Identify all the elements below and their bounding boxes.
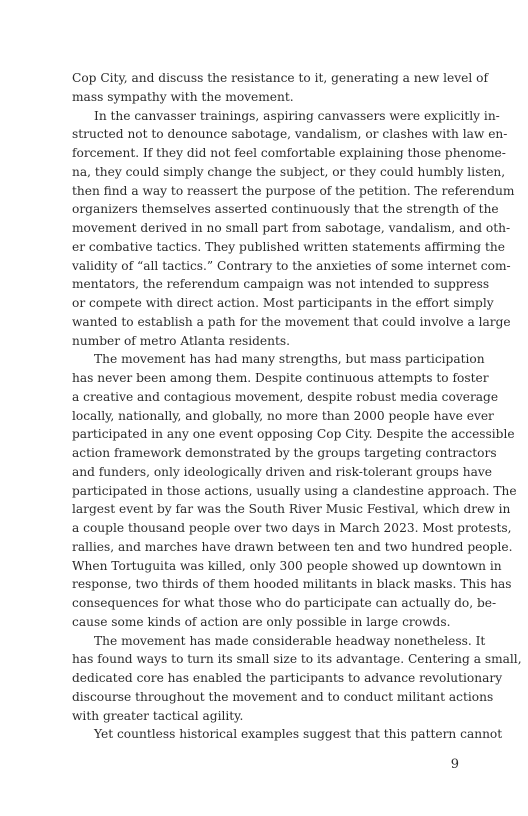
text-line: mentators, the referendum campaign was not intended to suppress bbox=[72, 277, 490, 292]
text-line: response, two thirds of them hooded militants in black masks. This has bbox=[72, 577, 512, 592]
paragraph bbox=[72, 69, 488, 107]
text-line: er combative tactics. They published written statements affirming the bbox=[72, 239, 505, 254]
text-line: mass sympathy with the movement. bbox=[72, 89, 294, 104]
page-body bbox=[72, 69, 522, 744]
text-line: Yet countless historical examples suggest that this pattern cannot bbox=[94, 727, 503, 742]
text-line: The movement has had many strengths, but mass participation bbox=[94, 352, 485, 367]
text-line: na, they could simply change the subject, or they could humbly listen, bbox=[72, 164, 506, 179]
text-line: participated in any one event opposing Cop City. Despite the accessible bbox=[72, 427, 515, 442]
paragraph bbox=[72, 632, 522, 726]
text-line: participated in those actions, usually using a clandestine approach. The bbox=[72, 483, 517, 498]
text-line: dedicated core has enabled the participants to advance revolutionary bbox=[72, 671, 503, 685]
page-number: 9 bbox=[450, 757, 459, 772]
text-line: action framework demonstrated by the groups targeting contractors bbox=[72, 446, 497, 460]
paragraph bbox=[72, 107, 515, 351]
paragraph bbox=[72, 350, 517, 631]
text-line: locally, nationally, and globally, no more than 2000 people have ever bbox=[72, 408, 494, 423]
paragraph bbox=[72, 725, 503, 744]
text-line: has never been among them. Despite continuous attempts to foster bbox=[72, 371, 489, 385]
text-line: and funders, only ideologically driven and risk-tolerant groups have bbox=[72, 464, 492, 479]
text-line: then find a way to reassert the purpose of the petition. The referendum bbox=[72, 183, 515, 198]
text-line: consequences for what those who do participate can actually do, be- bbox=[72, 596, 497, 610]
text-line: wanted to establish a path for the movement that could involve a large bbox=[72, 314, 511, 329]
text-line: validity of “all tactics.” Contrary to the anxieties of some internet com- bbox=[72, 258, 511, 273]
text-line: discourse throughout the movement and to conduct militant actions bbox=[72, 689, 494, 704]
text-line: rallies, and marches have drawn between ten and two hundred people. bbox=[72, 539, 513, 554]
text-line: or compete with direct action. Most participants in the effort simply bbox=[72, 296, 494, 310]
text-line: The movement has made considerable headway nonetheless. It bbox=[94, 633, 486, 648]
text-line: forcement. If they did not feel comfortable explaining those phenome- bbox=[72, 146, 506, 160]
text-line: structed not to denounce sabotage, vandalism, or clashes with law en- bbox=[72, 127, 508, 142]
text-line: a creative and contagious movement, despite robust media coverage bbox=[72, 389, 499, 404]
text-line: number of metro Atlanta residents. bbox=[72, 333, 291, 348]
text-line: In the canvasser trainings, aspiring canvassers were explicitly in- bbox=[94, 108, 500, 123]
text-line: movement derived in no small part from sabotage, vandalism, and oth- bbox=[72, 221, 511, 235]
text-line: When Tortuguita was killed, only 300 people showed up downtown in bbox=[72, 558, 502, 573]
text-line: a couple thousand people over two days in March 2023. Most protests, bbox=[72, 521, 512, 535]
text-line: cause some kinds of action are only possible in large crowds. bbox=[72, 614, 451, 629]
text-line: Cop City, and discuss the resistance to it, generating a new level of bbox=[72, 71, 488, 85]
text-line: largest event by far was the South River Music Festival, which drew in bbox=[72, 502, 511, 517]
text-line: organizers themselves asserted continuously that the strength of the bbox=[72, 202, 499, 217]
text-line: with greater tactical agility. bbox=[72, 708, 244, 723]
text-line: has found ways to turn its small size to its advantage. Centering a small, bbox=[72, 652, 522, 667]
